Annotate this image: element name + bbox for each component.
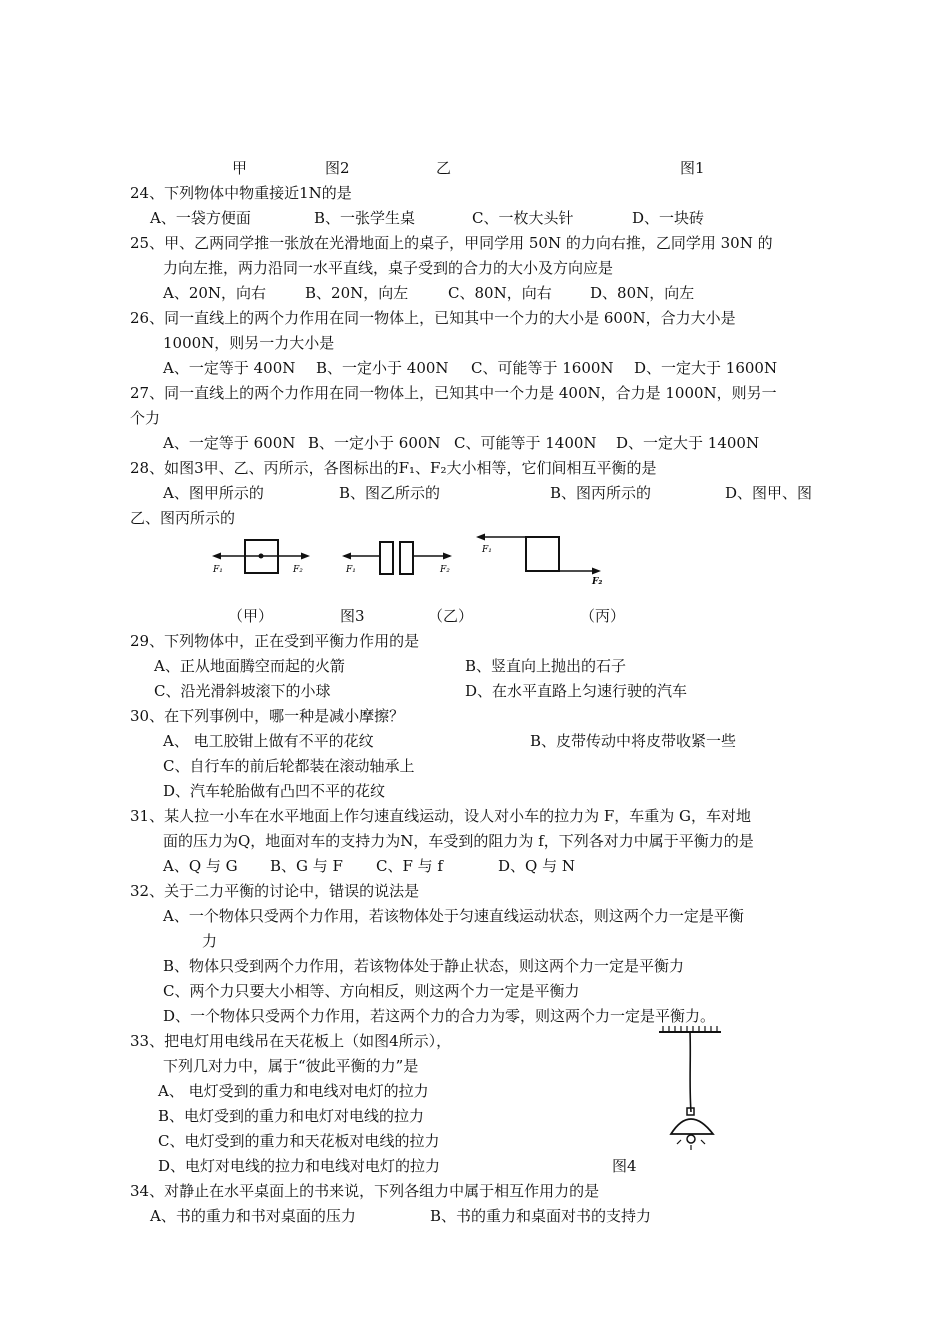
q25-option-b: B、20N，向左 (305, 284, 409, 302)
q24-option-d: D、一块砖 (632, 209, 705, 227)
question-31-stem-line2: 面的压力为Q，地面对车的支持力为N，车受到的阻力为 f，下列各对力中属于平衡力的是 (163, 832, 754, 850)
question-34-stem: 34、对静止在水平桌面上的书来说，下列各组力中属于相互作用力的是 (130, 1182, 600, 1200)
question-33-stem-line2: 下列几对力中，属于“彼此平衡的力”是 (163, 1057, 419, 1075)
q31-option-c: C、F 与 f (376, 857, 443, 875)
q27-option-a: A、一定等于 600N (163, 434, 296, 452)
figure-3-caption-yi: （乙） (428, 607, 474, 625)
q29-option-c: C、沿光滑斜坡滚下的小球 (154, 682, 331, 700)
q31-option-a: A、Q 与 G (163, 857, 238, 875)
figure-3-bing (474, 530, 609, 590)
question-30-stem: 30、在下列事例中，哪一种是减小摩擦？ (130, 707, 405, 725)
question-32-stem: 32、关于二力平衡的讨论中，错误的说法是 (130, 882, 420, 900)
q33-option-d: D、电灯对电线的拉力和电线对电灯的拉力 (158, 1157, 441, 1175)
caption-yi: 乙 (436, 159, 452, 177)
question-27-stem-line2: 个力 (130, 409, 161, 427)
q29-option-d: D、在水平直路上匀速行驶的汽车 (465, 682, 688, 700)
figure-3-jia (210, 535, 320, 585)
q34-option-b: B、书的重力和桌面对书的支持力 (430, 1207, 652, 1225)
q26-option-c: C、可能等于 1600N (471, 359, 614, 377)
q24-option-b: B、一张学生桌 (314, 209, 416, 227)
figure-3-caption: 图3 (340, 607, 365, 625)
q29-option-a: A、正从地面腾空而起的火箭 (154, 657, 345, 675)
figure-3-yi (340, 535, 460, 585)
q28-option-c: B、图丙所示的 (550, 484, 652, 502)
figure-4-hanging-lamp (655, 1024, 725, 1154)
fig3-yi-f2-label: F₂ (440, 565, 450, 575)
q31-option-d: D、Q 与 N (498, 857, 575, 875)
q32-option-d: D、一个物体只受两个力作用，若这两个力的合力为零，则这两个力一定是平衡力。 (163, 1007, 716, 1025)
q28-option-d: D、图甲、图 (725, 484, 813, 502)
q33-option-b: B、电灯受到的重力和电灯对电线的拉力 (158, 1107, 425, 1125)
figure-3-caption-jia: （甲） (228, 607, 274, 625)
q25-option-a: A、20N，向右 (163, 284, 267, 302)
question-24-stem: 24、下列物体中物重接近1N的是 (130, 184, 352, 202)
q26-option-a: A、一定等于 400N (163, 359, 296, 377)
q25-option-c: C、80N，向右 (448, 284, 552, 302)
fig3-bing-f1-label: F₁ (482, 545, 492, 555)
q31-option-b: B、G 与 F (270, 857, 343, 875)
q26-option-d: D、一定大于 1600N (634, 359, 778, 377)
question-26-stem-line1: 26、同一直线上的两个力作用在同一物体上，已知其中一个力的大小是 600N，合力大小是 (130, 309, 736, 327)
figure-4-caption: 图4 (612, 1157, 637, 1175)
question-31-stem-line1: 31、某人拉一小车在水平地面上作匀速直线运动，设人对小车的拉力为 F，车重为 G，车对地 (130, 807, 752, 825)
q27-option-b: B、一定小于 600N (308, 434, 441, 452)
fig3-jia-f2-label: F₂ (293, 565, 303, 575)
q33-option-a: A、 电灯受到的重力和电线对电灯的拉力 (158, 1082, 429, 1100)
caption-jia: 甲 (232, 159, 248, 177)
q24-option-a: A、一袋方便面 (150, 209, 251, 227)
caption-figure-1: 图1 (680, 159, 705, 177)
question-33-stem-line1: 33、把电灯用电线吊在天花板上（如图4所示）， (130, 1032, 452, 1050)
q25-option-d: D、80N，向左 (590, 284, 695, 302)
question-25-stem-line2: 力向左推，两力沿同一水平直线，桌子受到的合力的大小及方向应是 (163, 259, 614, 277)
q30-option-d: D、汽车轮胎做有凸凹不平的花纹 (163, 782, 386, 800)
caption-figure-2: 图2 (325, 159, 350, 177)
q28-option-d-continued: 乙、图丙所示的 (130, 509, 236, 527)
question-29-stem: 29、下列物体中，正在受到平衡力作用的是 (130, 632, 420, 650)
fig3-yi-f1-label: F₁ (346, 565, 356, 575)
q32-option-c: C、两个力只要大小相等、方向相反，则这两个力一定是平衡力 (163, 982, 580, 1000)
question-27-stem-line1: 27、同一直线上的两个力作用在同一物体上，已知其中一个力是 400N，合力是 1000N，则另一 (130, 384, 777, 402)
q30-option-c: C、自行车的前后轮都装在滚动轴承上 (163, 757, 415, 775)
q26-option-b: B、一定小于 400N (316, 359, 449, 377)
q29-option-b: B、竖直向上抛出的石子 (465, 657, 627, 675)
fig3-bing-f2-label: F₂ (592, 577, 603, 587)
question-25-stem-line1: 25、甲、乙两同学推一张放在光滑地面上的桌子，甲同学用 50N 的力向右推，乙同学用 30N 的 (130, 234, 773, 252)
q28-option-b: B、图乙所示的 (339, 484, 441, 502)
figure-3-caption-bing: （丙） (580, 607, 626, 625)
q34-option-a: A、书的重力和书对桌面的压力 (150, 1207, 356, 1225)
q30-option-b: B、皮带传动中将皮带收紧一些 (530, 732, 737, 750)
fig3-jia-f1-label: F₁ (213, 565, 223, 575)
q28-option-a: A、图甲所示的 (163, 484, 264, 502)
q30-option-a: A、 电工胶钳上做有不平的花纹 (163, 732, 374, 750)
q32-option-a-line2: 力 (202, 932, 218, 950)
q24-option-c: C、一枚大头针 (472, 209, 574, 227)
q33-option-c: C、电灯受到的重力和天花板对电线的拉力 (158, 1132, 440, 1150)
q27-option-d: D、一定大于 1400N (616, 434, 760, 452)
q32-option-b: B、物体只受到两个力作用，若该物体处于静止状态，则这两个力一定是平衡力 (163, 957, 685, 975)
question-26-stem-line2: 1000N，则另一力大小是 (163, 334, 335, 352)
q27-option-c: C、可能等于 1400N (454, 434, 597, 452)
question-28-stem: 28、如图3甲、乙、丙所示，各图标出的F₁、F₂大小相等，它们间相互平衡的是 (130, 459, 657, 477)
q32-option-a-line1: A、一个物体只受两个力作用，若该物体处于匀速直线运动状态，则这两个力一定是平衡 (163, 907, 744, 925)
